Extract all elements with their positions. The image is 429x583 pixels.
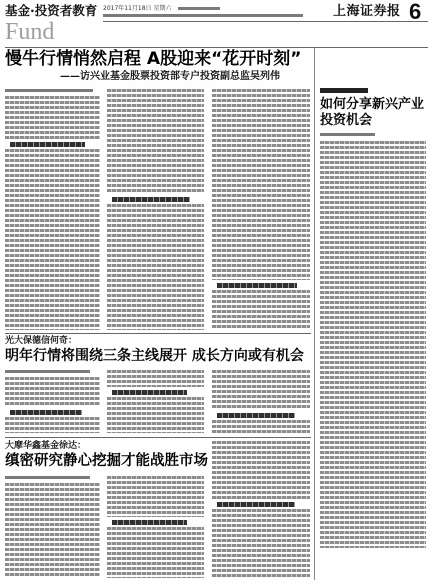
lead-body-text <box>5 149 100 330</box>
article2-kicker: 光大保德信何奇： <box>5 336 78 346</box>
article3-body-text <box>212 509 310 578</box>
lead-subheading <box>112 197 190 202</box>
article3-subheading <box>217 502 295 507</box>
article2-body-text <box>5 377 100 407</box>
lead-body-text <box>212 89 310 280</box>
article3-byline <box>5 476 90 479</box>
article2-subheading <box>10 410 82 415</box>
article2-body-text <box>107 397 204 433</box>
article3-kicker: 大摩华鑫基金徐达： <box>5 441 87 451</box>
masthead-logo: 上海证券报 <box>333 4 401 19</box>
column-headline-line2: 投资机会 <box>320 113 373 128</box>
lead-body-text <box>107 204 204 330</box>
article3-body-text <box>107 527 204 578</box>
section-title: 基金·投资者教育 <box>5 3 98 18</box>
article2-body-text <box>212 420 310 433</box>
column-label <box>320 88 368 93</box>
header-editor-line <box>103 14 303 17</box>
lead-byline <box>5 89 93 92</box>
article-separator <box>5 437 311 438</box>
column-byline <box>320 133 375 136</box>
article3-body-text <box>212 441 310 499</box>
column-divider <box>314 48 315 580</box>
article2-body-text <box>107 370 204 387</box>
article2-subheading <box>217 413 295 418</box>
article2-headline: 明年行情将围绕三条主线展开 成长方向或有机会 <box>5 348 304 364</box>
article3-headline: 缜密研究静心挖掘才能战胜市场 <box>5 453 208 469</box>
column-headline-line1: 如何分享新兴产业 <box>320 97 425 112</box>
lead-body-text <box>212 290 310 330</box>
lead-subheading <box>10 142 85 147</box>
article2-subheading <box>112 390 187 395</box>
article3-body-text <box>5 483 100 578</box>
lead-body-text <box>5 96 100 139</box>
header-meta-text <box>178 7 220 10</box>
column-body-text <box>320 141 426 548</box>
lead-body-text <box>107 89 204 194</box>
header-rule <box>103 21 428 22</box>
masthead-rule <box>5 47 428 48</box>
lead-subheadline: ——访兴业基金股票投资部专户投资副总监吴列伟 <box>60 71 280 82</box>
article3-body-text <box>107 476 204 517</box>
lead-headline: 慢牛行情悄然启程 A股迎来“花开时刻” <box>5 49 302 69</box>
article2-body-text <box>212 370 310 410</box>
article3-subheading <box>112 520 187 525</box>
page-number: 6 <box>409 0 422 24</box>
issue-date: 2017年11月18日 星期六 <box>103 5 172 12</box>
article2-byline <box>5 370 90 373</box>
lead-subheading <box>217 283 297 288</box>
article2-body-text <box>5 417 100 433</box>
section-title-english: Fund <box>5 19 55 45</box>
article-separator <box>5 333 311 334</box>
